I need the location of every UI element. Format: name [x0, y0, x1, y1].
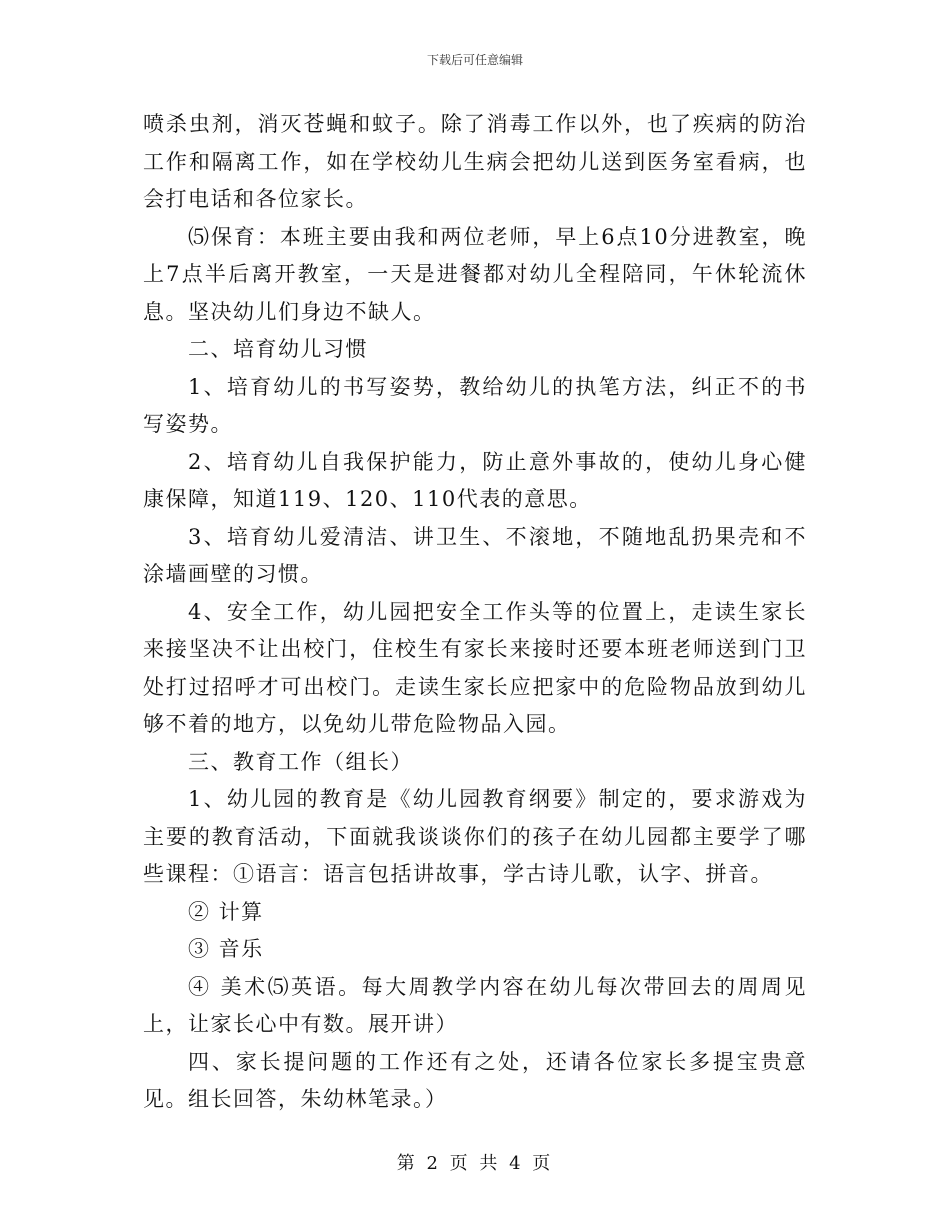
paragraph: ⑸保育：本班主要由我和两位老师，早上6点10分进教室，晚上7点半后离开教室，一天是进餐都对幼儿全程陪同，午休轮流休息。坚决幼儿们身边不缺人。: [143, 224, 807, 324]
paragraph: 4、安全工作，幼儿园把安全工作头等的位置上，走读生家长来接坚决不让出校门，住校生有家长来接时还要本班老师送到门卫处打过招呼才可出校门。走读生家长应把家中的危险物品放到幼儿够不着的地方，以免幼儿带危险物品入园。: [143, 599, 807, 736]
document-body: [143, 106, 807, 1119]
paragraph: 3、培育幼儿爱清洁、讲卫生、不滚地，不随地乱扔果壳和不涂墙画壁的习惯。: [143, 524, 807, 586]
paragraph: ④ 美术⑸英语。每大周教学内容在幼儿每次带回去的周周见上，让家长心中有数。展开讲）: [143, 974, 807, 1036]
section-heading: 三、教育工作（组长）: [188, 749, 413, 774]
list-item: ③ 音乐: [188, 937, 264, 961]
list-item: ② 计算: [188, 899, 264, 924]
paragraph: 喷杀虫剂，消灭苍蝇和蚊子。除了消毒工作以外，也了疾病的防治工作和隔离工作，如在学校幼儿生病会把幼儿送到医务室看病，也会打电话和各位家长。: [143, 112, 807, 211]
page-header: 下载后可任意编辑: [426, 53, 523, 67]
paragraph: 2、培育幼儿自我保护能力，防止意外事故的，使幼儿身心健康保障，知道119、120、110代表的意思。: [143, 449, 807, 511]
section-heading: 二、培育幼儿习惯: [188, 337, 368, 361]
paragraph: 四、家长提问题的工作还有之处，还请各位家长多提宝贵意见。组长回答，朱幼林笔录。）: [143, 1049, 807, 1111]
paragraph: 1、培育幼儿的书写姿势，教给幼儿的执笔方法，纠正不的书写姿势。: [143, 374, 807, 436]
page-footer: 第 2 页 共 4 页: [396, 1153, 554, 1174]
paragraph: 1、幼儿园的教育是《幼儿园教育纲要》制定的，要求游戏为主要的教育活动，下面就我谈谈你们的孩子在幼儿园都主要学了哪些课程：①语言：语言包括讲故事，学古诗儿歌，认字、拼音。: [143, 787, 807, 886]
